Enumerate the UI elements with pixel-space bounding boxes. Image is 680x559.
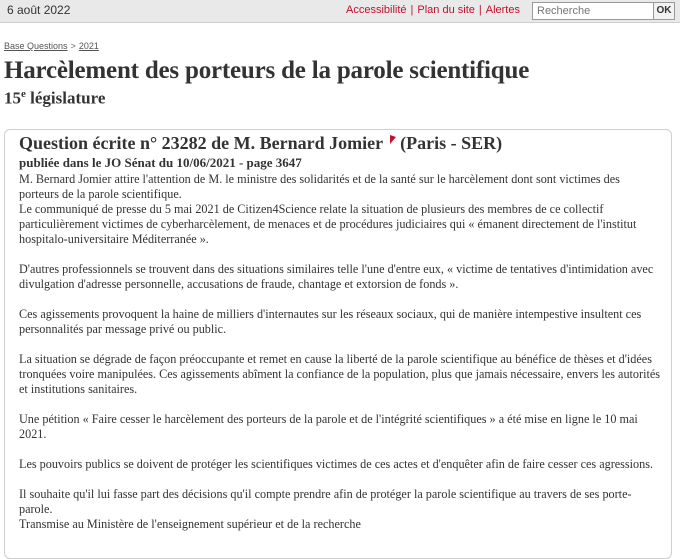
separator: | (410, 4, 414, 16)
breadcrumb-base-questions[interactable]: Base Questions (4, 41, 68, 51)
legislature-superscript: e (21, 88, 26, 100)
flag-icon (390, 135, 396, 144)
page-title: Harcèlement des porteurs de la parole scientifique (4, 57, 530, 84)
question-title (19, 133, 502, 154)
breadcrumb-separator: > (70, 41, 76, 51)
paragraph: Les pouvoirs publics se doivent de protéger les scientifiques victimes de ces actes et d'enquêter afin de faire cesser ces agressions. (19, 457, 654, 471)
senator-group: (Paris - SER) (400, 133, 503, 153)
legislature (4, 88, 105, 109)
separator: | (478, 4, 482, 16)
alerts-link[interactable]: Alertes (485, 4, 520, 16)
question-title-main: Question écrite n° 23282 de M. Bernard Jomier (19, 133, 384, 153)
breadcrumb-2021[interactable]: 2021 (78, 41, 99, 51)
question-text (19, 172, 674, 532)
paragraph: D'autres professionnels se trouvent dans des situations similaires telle l'une d'entre eux, « victime de tentatives d'intimidation avec divulgation d'adresse personnelle, accusations de fraude, chantage et extorsion de fonds ». (19, 262, 654, 291)
accessibility-link[interactable]: Accessibilité (346, 4, 407, 16)
paragraph: M. Bernard Jomier attire l'attention de M. le ministre des solidarités et de la santé sur le harcèlement dont sont victimes des porteurs de la parole scientifique. Le communiqué de presse du 5 mai 2021 de Citizen4Science relate la situation de plusieurs des membres de ce collectif particulièrement victimes de cyberharcèlement, de menaces et de procédures judiciaires qui « émanent directement de l'institut hospitalo-universitaire Méditerranée ». (19, 172, 637, 246)
transmission-note: Transmise au Ministère de l'enseignement supérieur et de la recherche (19, 517, 361, 531)
paragraph: Ces agissements provoquent la haine de milliers d'internautes sur les réseaux sociaux, qui de manière intempestive insultent ces personnalités par message privé ou public. (19, 307, 642, 336)
top-links (346, 4, 520, 16)
paragraph: Une pétition « Faire cesser le harcèlement des porteurs de la parole et de l'intégrité scientifiques » a été mise en ligne le 10 mai 2021. (19, 412, 638, 441)
breadcrumb (4, 41, 99, 51)
sitemap-link[interactable]: Plan du site (417, 4, 475, 16)
search-input[interactable] (532, 2, 654, 20)
current-date: 6 août 2022 (7, 3, 71, 17)
paragraph: Il souhaite qu'il lui fasse part des décisions qu'il compte prendre afin de protéger la parole scientifique au travers de ses porte- parole. (19, 487, 632, 516)
legislature-number: 15 (4, 88, 21, 108)
legislature-label: législature (25, 88, 106, 108)
search-ok-button[interactable]: OK (653, 2, 675, 20)
publication-info: publiée dans le JO Sénat du 10/06/2021 - page 3647 (19, 155, 302, 170)
top-bar (0, 0, 680, 23)
paragraph: La situation se dégrade de façon préoccupante et remet en cause la liberté de la parole scientifique au bénéfice de thèses et d'idées tronquées voire manipulées. Ces agissements abîment la confiance de la population, plus que jamais nécessaire, envers les autorités et institutions sanitaires. (19, 352, 660, 396)
